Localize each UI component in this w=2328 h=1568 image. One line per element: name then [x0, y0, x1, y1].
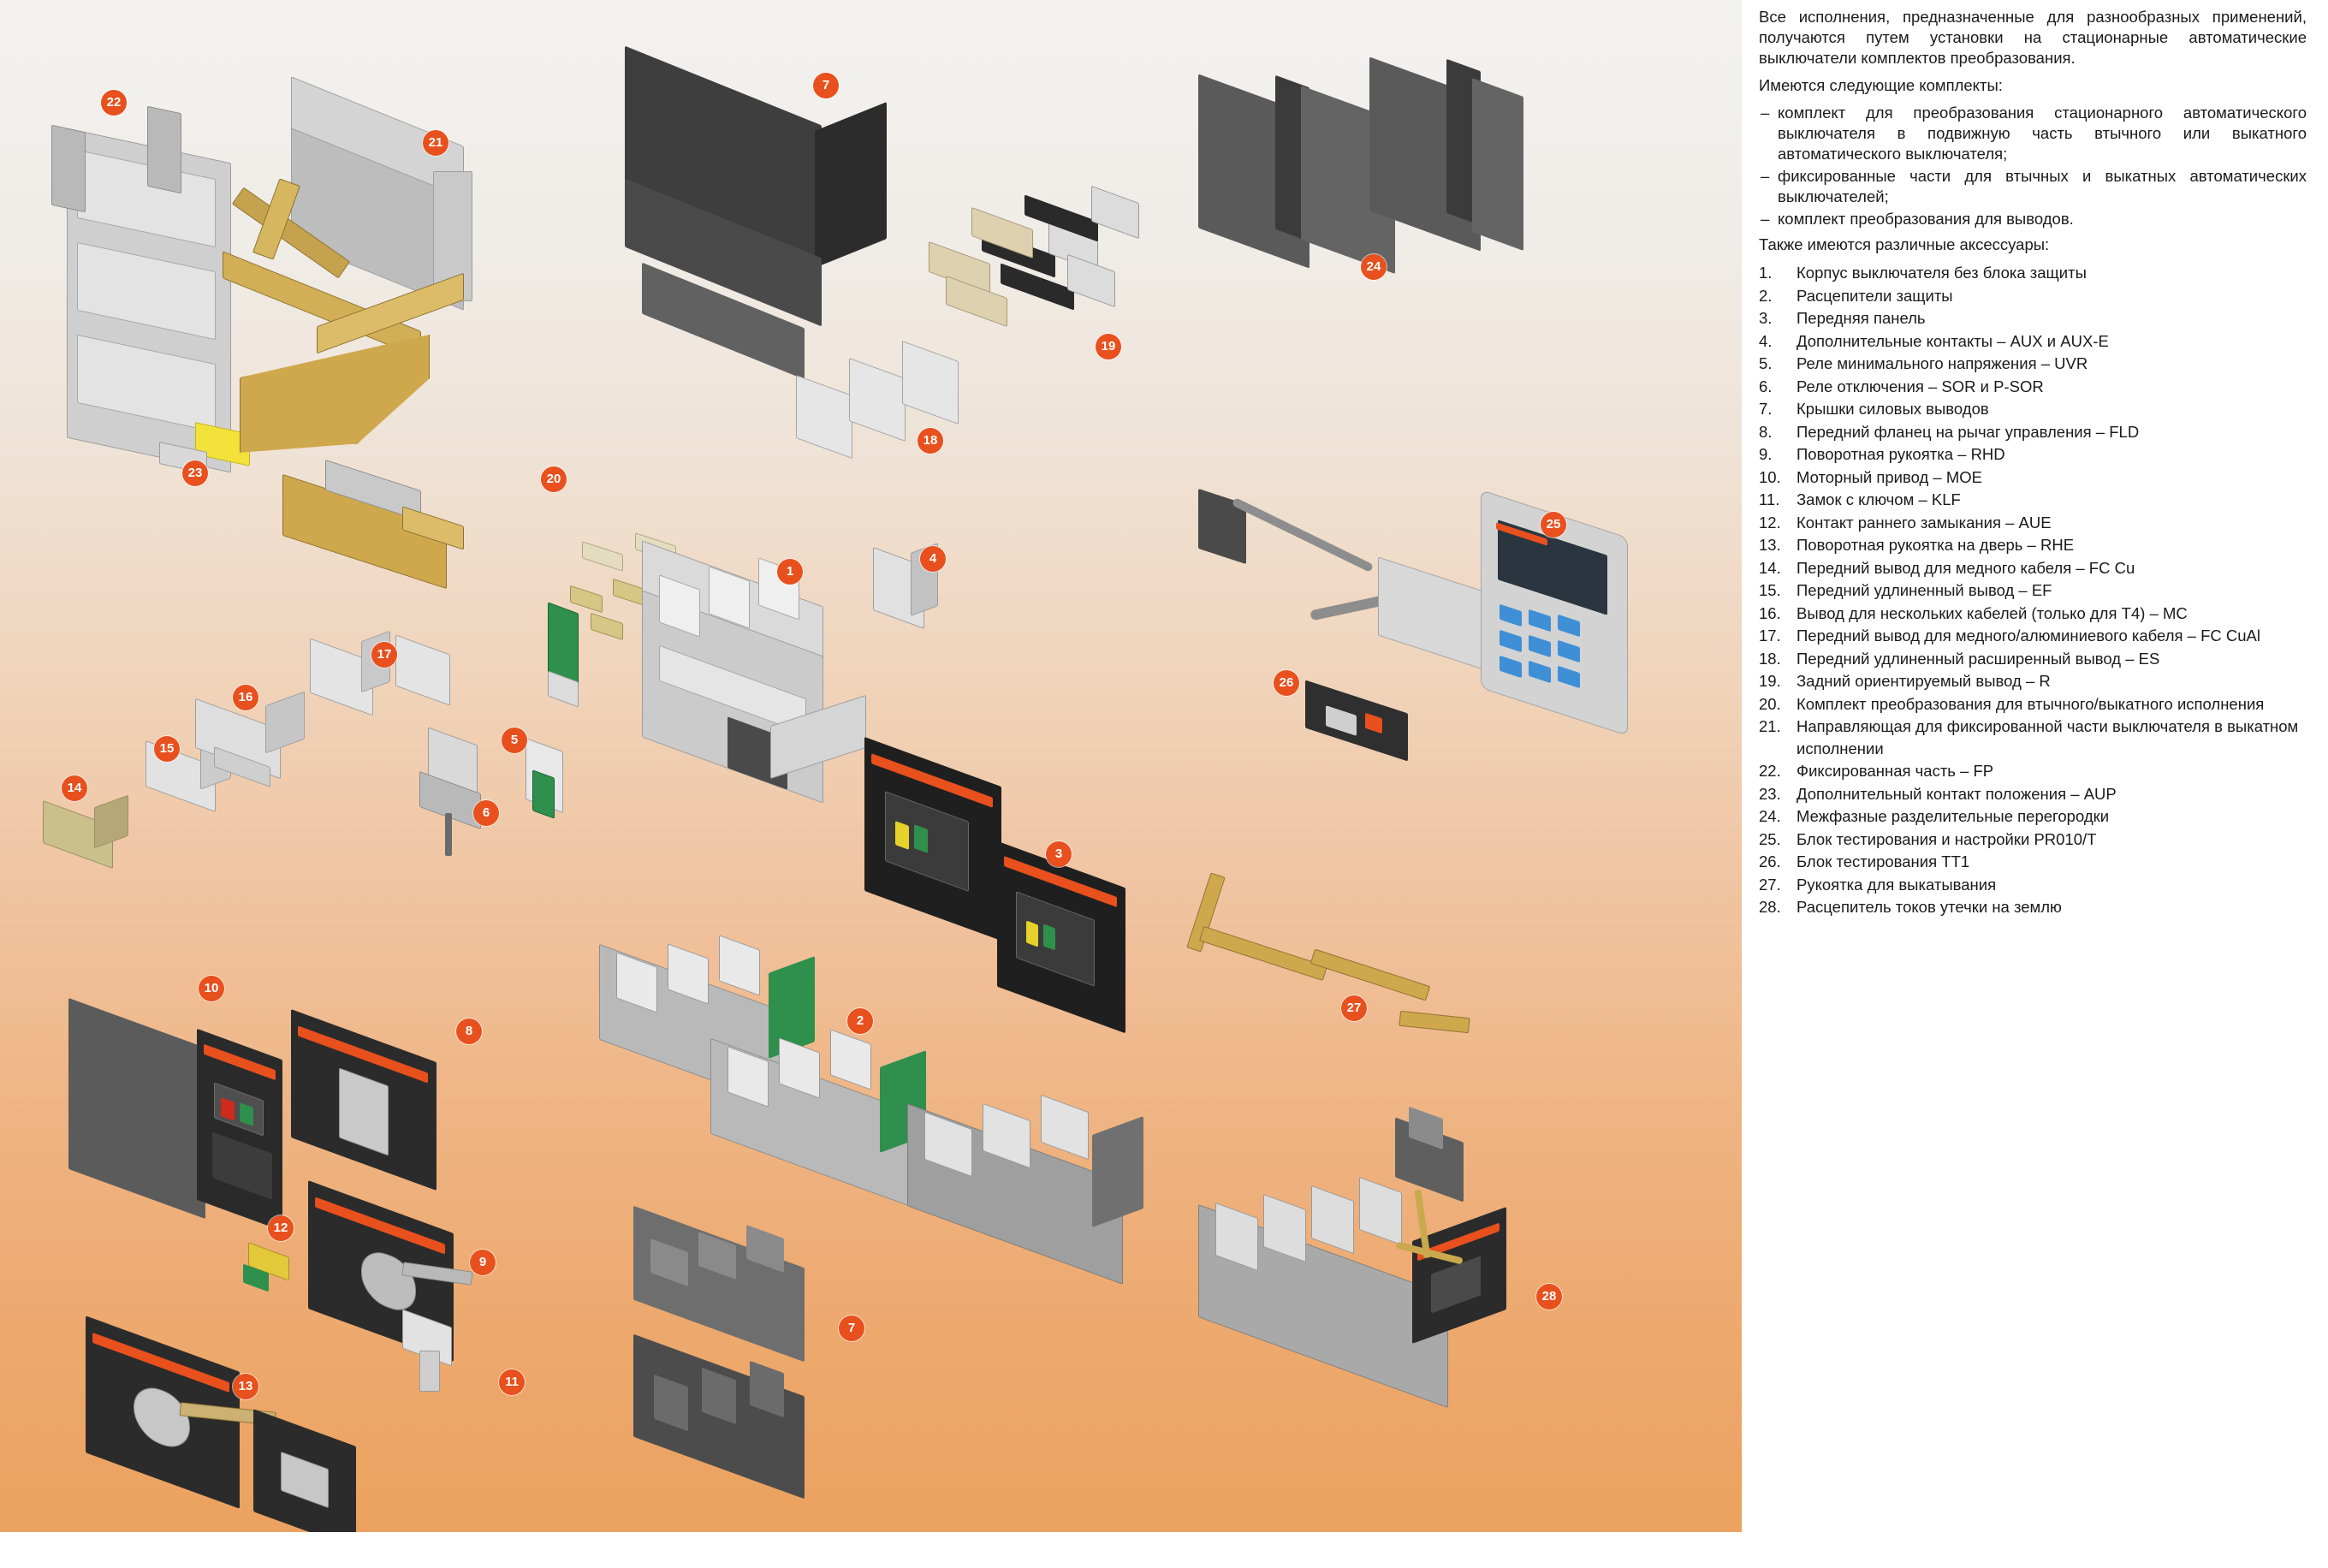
- klf-key-lock: [394, 1301, 505, 1412]
- item-label: Крышки силовых выводов: [1796, 400, 1989, 418]
- list-item: [1759, 376, 2307, 398]
- item-number: 11.: [1759, 490, 1780, 508]
- kit-item: – фиксированные части для втычных и выкатных автоматических выключателей;: [1759, 166, 2307, 207]
- callout-11: 11: [499, 1369, 525, 1395]
- callout-12: 12: [268, 1215, 294, 1241]
- phase-barriers: [1190, 77, 1532, 308]
- item-label: Контакт раннего замыкания – AUE: [1796, 513, 2052, 532]
- sor-relay: [411, 728, 514, 864]
- item-label: Передний вывод для медного/алюминиевого кабеля – FC CuAl: [1796, 627, 2261, 644]
- item-label: Реле минимального напряжения – UVR: [1796, 354, 2088, 372]
- list-item: [1759, 330, 2307, 353]
- callout-7-bottom: 7: [839, 1316, 864, 1341]
- callout-6: 6: [473, 800, 499, 826]
- callout-19: 19: [1096, 334, 1121, 359]
- callout-7-top: 7: [813, 73, 839, 98]
- conversion-kit-brass-lower: [274, 466, 488, 603]
- item-number: 10.: [1759, 467, 1781, 486]
- list-item: [1759, 398, 2307, 420]
- item-number: 27.: [1759, 875, 1781, 894]
- item-number: 26.: [1759, 852, 1781, 870]
- accessories-heading: Также имеются различные аксессуары:: [1759, 235, 2050, 253]
- item-label: Корпус выключателя без блока защиты: [1796, 264, 2087, 282]
- kit-item: – комплект преобразования для выводов.: [1759, 209, 2307, 229]
- item-number: 4.: [1759, 331, 1773, 350]
- list-item: [1759, 874, 2307, 896]
- callout-5: 5: [502, 728, 527, 753]
- item-number: 14.: [1759, 558, 1781, 577]
- item-label: Передняя панель: [1796, 309, 1926, 327]
- accessories-text-column: [1759, 0, 2307, 1568]
- callout-3: 3: [1046, 841, 1072, 867]
- item-number: 1.: [1759, 264, 1773, 282]
- callout-25: 25: [1541, 512, 1566, 538]
- item-number: 7.: [1759, 400, 1773, 418]
- callout-22: 22: [101, 90, 127, 116]
- list-item: [1759, 557, 2307, 579]
- list-item: [1759, 625, 2307, 647]
- list-item: [1759, 512, 2307, 534]
- trip-unit-3: [907, 1108, 1198, 1305]
- tt1-test-unit: [1305, 685, 1442, 779]
- item-number: 28.: [1759, 898, 1781, 916]
- list-item: [1759, 262, 2307, 284]
- rear-terminals-r: [929, 201, 1185, 355]
- list-item: [1759, 716, 2307, 759]
- list-item: [1759, 489, 2307, 511]
- item-label: Комплект преобразования для втычного/выкатного исполнения: [1796, 694, 2265, 713]
- accessories-list: [1759, 262, 2307, 918]
- item-number: 15.: [1759, 581, 1781, 599]
- item-number: 25.: [1759, 829, 1781, 848]
- callout-17: 17: [371, 642, 397, 668]
- item-number: 24.: [1759, 807, 1781, 825]
- callout-14: 14: [62, 775, 87, 801]
- list-item: [1759, 693, 2307, 716]
- item-number: 20.: [1759, 694, 1781, 713]
- list-item: [1759, 783, 2307, 805]
- item-label: Передний вывод для медного кабеля – FC Cu: [1796, 558, 2135, 577]
- intro-paragraph-2: Имеются следующие комплекты:: [1759, 76, 2003, 94]
- earth-leakage-release: [1369, 1113, 1541, 1335]
- callout-27: 27: [1341, 995, 1367, 1021]
- item-label: Дополнительный контакт положения – AUP: [1796, 784, 2117, 803]
- list-item: [1759, 896, 2307, 918]
- item-label: Передний фланец на рычаг управления – FLD: [1796, 422, 2140, 441]
- rhe-door-handle: [86, 1318, 342, 1532]
- callout-20: 20: [541, 466, 567, 492]
- callout-4: 4: [920, 546, 946, 572]
- item-number: 2.: [1759, 286, 1773, 305]
- terminal-cover-top: [616, 77, 899, 351]
- item-number: 19.: [1759, 672, 1781, 690]
- callout-28: 28: [1536, 1284, 1562, 1310]
- callout-26: 26: [1274, 670, 1299, 696]
- list-item: [1759, 353, 2307, 375]
- uvr-relay: [539, 591, 608, 719]
- item-number: 8.: [1759, 422, 1773, 441]
- item-label: Реле отключения – SOR и P-SOR: [1796, 377, 2044, 395]
- item-label: Моторный привод – MOE: [1796, 467, 1982, 486]
- item-label: Расцепители защиты: [1796, 286, 1953, 305]
- item-number: 12.: [1759, 513, 1781, 532]
- list-item: [1759, 760, 2307, 782]
- item-label: Поворотная рукоятка – RHD: [1796, 445, 2005, 463]
- item-number: 21.: [1759, 717, 1781, 735]
- callout-9: 9: [470, 1250, 496, 1275]
- list-item: [1759, 466, 2307, 489]
- item-number: 16.: [1759, 603, 1781, 622]
- item-label: Направляющая для фиксированной части выключателя в выкатном исполнении: [1796, 717, 2299, 757]
- list-item: [1759, 603, 2307, 625]
- item-number: 13.: [1759, 536, 1781, 554]
- item-number: 17.: [1759, 627, 1781, 644]
- item-number: 22.: [1759, 762, 1781, 780]
- item-number: 18.: [1759, 649, 1781, 668]
- item-label: Межфазные разделительные перегородки: [1796, 807, 2110, 825]
- racking-handle: [1181, 864, 1523, 1078]
- list-item: [1759, 285, 2307, 307]
- callout-21: 21: [423, 130, 448, 156]
- item-label: Вывод для нескольких кабелей (только для T4) – MC: [1796, 603, 2188, 622]
- list-item: [1759, 829, 2307, 851]
- callout-10: 10: [199, 976, 224, 1001]
- item-label: Задний ориентируемый вывод – R: [1796, 672, 2051, 690]
- list-item: [1759, 670, 2307, 692]
- list-item: [1759, 421, 2307, 443]
- intro-paragraph-1: Все исполнения, предназначенные для разнообразных применений, получаются путем установки на стационарные автоматические выключатели комплектов преобразования.: [1759, 8, 2307, 67]
- list-item: [1759, 579, 2307, 602]
- kit-item: – комплект для преобразования стационарного автоматического выключателя в подвижную часть втычного или выкатного автоматического выключателя;: [1759, 103, 2307, 164]
- kit-list: [1759, 103, 2307, 229]
- list-item: [1759, 851, 2307, 873]
- callout-23: 23: [182, 460, 208, 486]
- list-item: [1759, 805, 2307, 828]
- item-label: Поворотная рукоятка на дверь – RHE: [1796, 536, 2075, 554]
- callout-15: 15: [154, 736, 180, 762]
- list-item: [1759, 648, 2307, 670]
- aue-contact: [240, 1232, 317, 1310]
- item-label: Рукоятка для выкатывания: [1796, 875, 1997, 894]
- item-label: Фиксированная часть – FP: [1796, 762, 1994, 780]
- intro-block: [1759, 7, 2307, 255]
- callout-2: 2: [847, 1008, 873, 1034]
- item-label: Замок с ключом – KLF: [1796, 490, 1961, 508]
- es-terminals: [796, 351, 1001, 471]
- item-label: Расцепитель токов утечки на землю: [1796, 898, 2062, 916]
- item-number: 9.: [1759, 445, 1773, 463]
- item-number: 6.: [1759, 377, 1773, 395]
- list-item: [1759, 534, 2307, 556]
- list-item: [1759, 443, 2307, 466]
- callout-8: 8: [456, 1019, 482, 1044]
- terminal-cover-bottom: [616, 1220, 899, 1502]
- item-label: Блок тестирования и настройки PR010/T: [1796, 829, 2097, 848]
- item-label: Передний удлиненный расширенный вывод – ES: [1796, 649, 2160, 668]
- item-number: 3.: [1759, 309, 1773, 327]
- callout-18: 18: [918, 428, 943, 454]
- callout-24: 24: [1361, 254, 1387, 280]
- callout-16: 16: [233, 685, 258, 710]
- item-label: Передний удлиненный вывод – EF: [1796, 581, 2052, 599]
- item-label: Дополнительные контакты – AUX и AUX-E: [1796, 331, 2109, 350]
- item-number: 5.: [1759, 354, 1773, 372]
- item-number: 23.: [1759, 784, 1781, 803]
- item-label: Блок тестирования TT1: [1796, 852, 1970, 870]
- callout-1: 1: [777, 559, 803, 585]
- list-item: [1759, 307, 2307, 330]
- front-panel-2: [997, 847, 1168, 1036]
- callout-13: 13: [233, 1374, 258, 1399]
